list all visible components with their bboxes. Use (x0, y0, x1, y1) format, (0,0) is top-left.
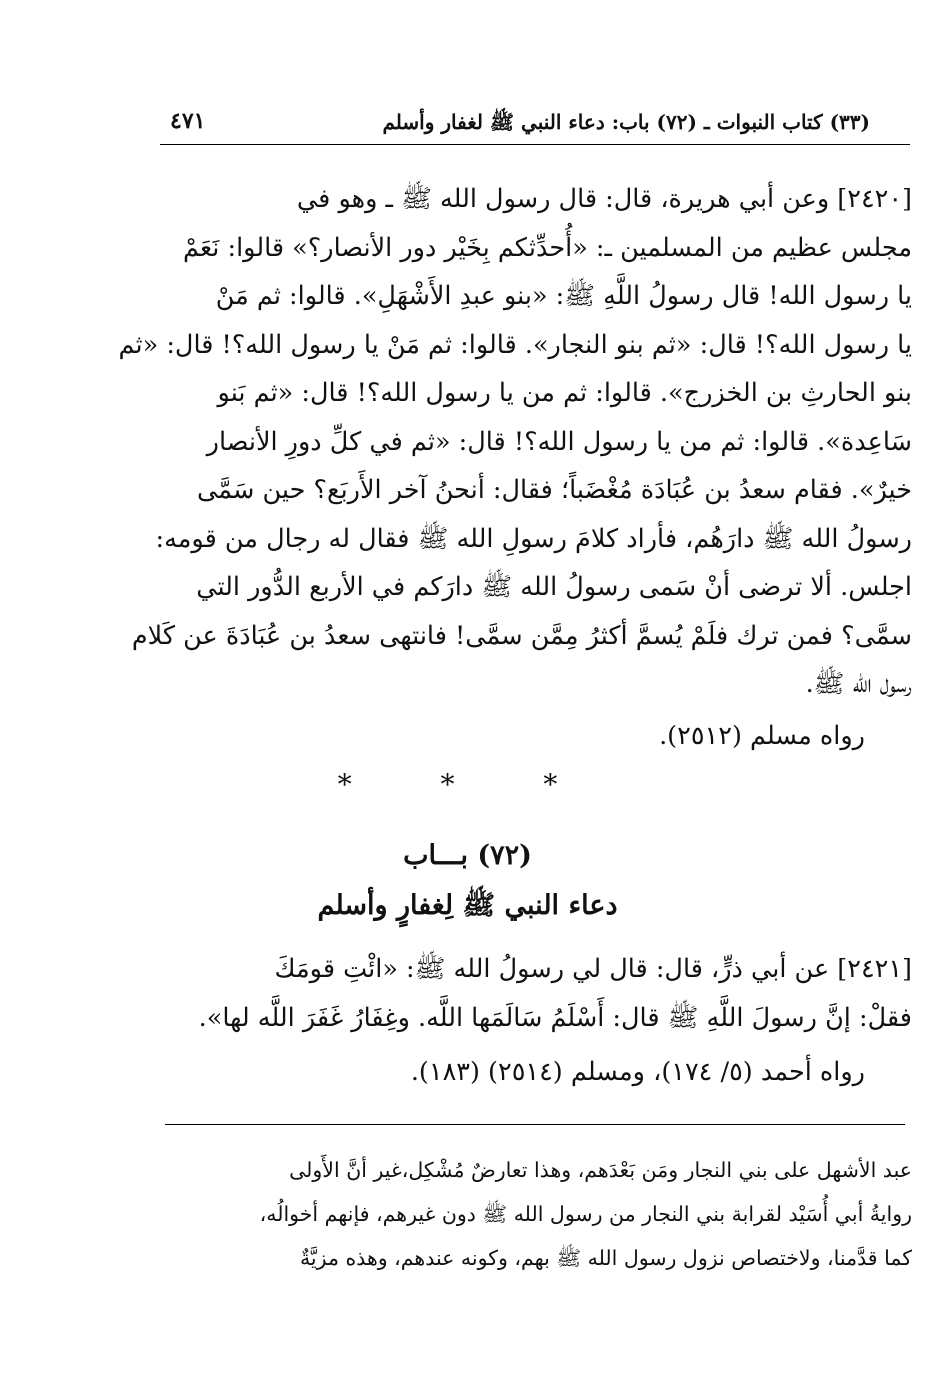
hadith-2420-line: سَاعِدة». قالوا: ثم من يا رسول الله؟! قال: «ثم في كلِّ دورِ الأنصار (206, 426, 912, 457)
hadith-2421-source: رواه أحمد (٥/ ١٧٤)، ومسلم (٢٥١٤) (١٨٣). (410, 1057, 865, 1087)
hadith-2420-line: رسولُ الله ﷺ دارَهُم، فأراد كلامَ رسولِ الله ﷺ فقال له رجال من قومه: (155, 523, 912, 554)
chapter-number: (٧٢) بـــاب (403, 840, 532, 871)
page-number: ٤٧١ (170, 108, 206, 134)
hadith-2421-line: [٢٤٢١] عن أبي ذرٍّ، قال: قال لي رسولُ الله ﷺ: «ائْتِ قومَكَ (274, 954, 912, 984)
page-header (160, 104, 910, 145)
section-separator: * * * (337, 768, 598, 801)
hadith-2420-source: رواه مسلم (٢٥١٢). (659, 721, 865, 751)
hadith-2420-line: بنو الحارثِ بن الخزرج». قالوا: ثم من يا رسول الله؟! قال: «ثم بَنو (217, 378, 912, 408)
footnote-line: روايةُ أبي أُسَيْد لقرابة بني النجار من رسول الله ﷺ دون غيرهم، فإنهم أخوالُه، (259, 1202, 912, 1226)
hadith-2421-line: فقلْ: إنَّ رسولَ اللَّهِ ﷺ قال: أَسْلَمُ سَالَمَها اللَّه. وغِفَارُ غَفَرَ اللَّه لها». (198, 1002, 912, 1033)
hadith-2420-line: اجلس. ألا ترضى أنْ سَمى رسولُ الله ﷺ دارَكم في الأربع الدُّور التي (196, 572, 912, 602)
footnote-text (160, 1148, 912, 1280)
hadith-2420-line: خيرٌ». فقام سعدُ بن عُبَادَة مُغْضَباً؛ فقال: أنحنُ آخر الأَربَع؟ حين سَمَّى (197, 475, 912, 505)
hadith-2420-text (118, 175, 912, 709)
hadith-2420-line: مجلس عظيم من المسلمين ـ: «أُحدِّثكم بِخَيْر دور الأنصار؟» قالوا: نَعَمْ (183, 232, 912, 263)
hadith-2420-line: [٢٤٢٠] وعن أبي هريرة، قال: قال رسول الله ﷺ ـ وهو في (296, 184, 912, 214)
hadith-2421-text (160, 945, 912, 1042)
hadith-2420-line: يا رسول الله! قال رسولُ اللَّهِ ﷺ: «بنو عبدِ الأَشْهَلِ». قالوا: ثم مَنْ (215, 281, 912, 311)
chapter-title: دعاء النبي ﷺ لِغفارٍ وأسلم (317, 890, 618, 921)
footnote-line: كما قدَّمنا، ولاختصاص نزول رسول الله ﷺ بهم، وكونه عندهم، وهذه مزيَّةٌ (299, 1246, 912, 1270)
hadith-2420-line: سمَّى؟ فمن ترك فلَمْ يُسمَّ أكثرُ مِمَّن سمَّى! فانتهى سعدُ بن عُبَادَةَ عن كَلام (131, 620, 912, 651)
footnote-divider (165, 1124, 905, 1125)
running-head: (٣٣) كتاب النبوات ـ (٧٢) باب: دعاء النبي ﷺ لغفار وأسلم (382, 110, 870, 134)
hadith-2420-line: رسول الله ﷺ. (805, 669, 912, 699)
footnote-line: عبد الأشهل على بني النجار ومَن بَعْدَهم، وهذا تعارضٌ مُشْكِل،غير أنَّ الأَولى (289, 1158, 912, 1182)
hadith-2420-line: يا رسول الله؟! قال: «ثم بنو النجار». قالوا: ثم مَنْ يا رسول الله؟! قال: «ثم (118, 329, 912, 360)
